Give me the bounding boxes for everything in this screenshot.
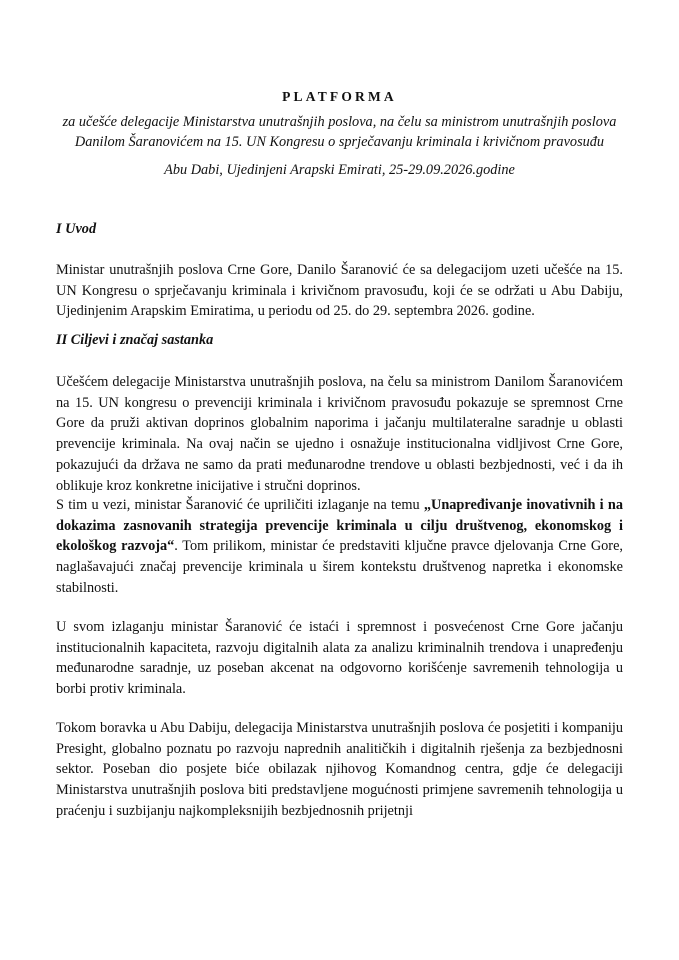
- goals-paragraph-3: U svom izlaganju ministar Šaranović će istaći i spremnost i posvećenost Crne Gore jačanju institucionalnih kapaciteta, razvoju digitalnih alata za analizu kriminalnih trendova i unapređenju međunarodne saradnje, uz poseban akcenat na odgovorno korišćenje savremenih tehnologija u borbi protiv kriminala.: [56, 619, 623, 698]
- document-subtitle: [40, 112, 639, 152]
- intro-paragraph: Ministar unutrašnjih poslova Crne Gore, Danilo Šaranović će sa delegacijom uzeti učešće na 15. UN Kongresu o sprječavanju kriminala i krivičnom pravosuđu, koji će se održati u Abu Dabiju, Ujedinjenim Arapskim Emiratima, u periodu od 25. do 29. septembra 2026. godine.: [56, 262, 623, 320]
- document-title: PLATFORMA: [282, 89, 397, 104]
- goals-paragraph-1: Učešćem delegacije Ministarstva unutrašnjih poslova, na čelu sa ministrom Danilom Šaranovićem na 15. UN kongresu o prevenciji kriminala i krivičnom pravosuđu pokazuje se spremnost Crne Gore da pruži aktivan doprinos globalnim naporima i jačanju multilateralne saradnje u oblasti prevencije kriminala. Na ovaj način se ujedno i osnažuje institucionalna vidljivost Crne Gore, pokazujući da država ne samo da prati međunarodne trendove u oblasti bezbjednosti, već i da ih oblikuje kroz konkretne inicijative i stručni doprinos.: [56, 374, 623, 494]
- subtitle-line-1: za učešće delegacije Ministarstva unutrašnjih poslova, na čelu sa ministrom unutrašnjih poslova: [62, 114, 617, 130]
- subtitle-line-2: Danilom Šaranovićem na 15. UN Kongresu o sprječavanju kriminala i krivičnom pravosuđu: [74, 134, 605, 150]
- goals-paragraph-2: [56, 495, 623, 599]
- goals-paragraph-4: Tokom boravka u Abu Dabiju, delegacija Ministarstva unutrašnjih poslova će posjetiti i kompaniju Presight, globalno poznatu po razvoju naprednih analitičkih i digitalnih rješenja za bezbjednosni sektor. Poseban dio posjete biće obilazak njihovog Komandnog centra, gdje će delegaciji Ministarstva unutrašnjih poslova biti predstavljene mogućnosti primjene savremenih tehnologija u praćenju i suzbijanju najkompleksnijih bezbjednosnih prijetnji: [56, 720, 623, 819]
- paragraph-2-end: . Tom prilikom, ministar će predstaviti ključne pravce djelovanja Crne Gore, naglašavajući značaj prevencije kriminala u širem kontekstu društvenog napretka i ekonomske stabilnosti.: [56, 538, 623, 596]
- paragraph-2-start: S tim u vezi, ministar Šaranović će upriličiti izlaganje na temu: [56, 497, 424, 513]
- location-date: Abu Dabi, Ujedinjeni Arapski Emirati, 25-29.09.2026.godine: [164, 162, 515, 178]
- section-heading-goals: II Ciljevi i značaj sastanka: [56, 332, 214, 348]
- presentation-topic: „Unapređivanje inovativnih i na dokazima zasnovanih strategija prevencije kriminala u cilju društvenog, ekonomskog i ekološkog razvoja“: [56, 497, 624, 555]
- section-heading-intro: I Uvod: [56, 221, 97, 237]
